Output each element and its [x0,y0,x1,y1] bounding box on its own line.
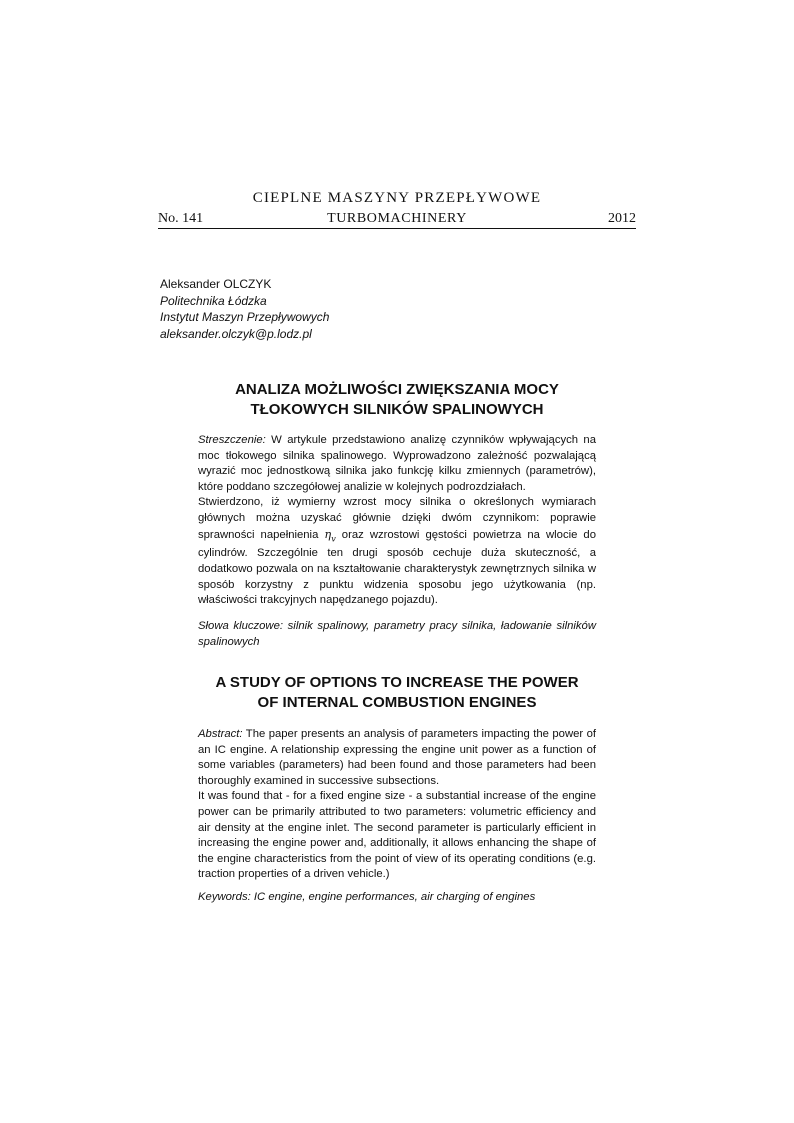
issue-number: No. 141 [158,211,204,226]
header-rule [158,228,636,229]
abstract-polish-label: Streszczenie: [198,434,266,446]
title-english-line1: A STUDY OF OPTIONS TO INCREASE THE POWER [215,674,579,691]
abstract-polish-paragraph-1 [198,433,596,495]
abstract-polish-text-1: W artykule przedstawiono analizę czynników wpływających na moc tłokowego silnika spalinowego. Wyprowadzono zależność pozwalającą wyrazić moc jednostkową silnika jako funkcję kilku zmiennych (parametrów), które poddano szczegółowej analizie w kolejnych podrozdziałach. [198,434,596,493]
abstract-english [198,727,596,883]
keywords-polish: Słowa kluczowe: silnik spalinowy, parametry pracy silnika, ładowanie silników spalinowych [198,620,596,648]
title-polish-line1: ANALIZA MOŻLIWOŚCI ZWIĘKSZANIA MOCY [235,381,559,398]
abstract-polish [198,433,596,609]
author-institute: Instytut Maszyn Przepływowych [160,310,330,324]
abstract-polish-text-2b: oraz wzrostowi gęstości powietrza na wlocie do cylindrów. Szczególnie ten drugi sposób cechuje duża skuteczność, a dodatkowo pozwala on na kształtowanie charakterystyk zewnętrznych silnika w sposób korzystny z punktu widzenia sposobu jego użytkowania (np. właściwości trakcyjnych napędzanego pojazdu). [198,528,597,607]
author-name: Aleksander OLCZYK [160,277,272,291]
author-block [160,276,329,342]
author-affiliation: Politechnika Łódzka [160,293,267,308]
abstract-polish-text-2a: Stwierdzono, iż wymierny wzrost mocy silnika o określonych wymiarach głównych można uzyskać głównie dzięki dwóm czynnikom: poprawie sprawności napełnienia [198,496,596,541]
title-english-line2: OF INTERNAL COMBUSTION ENGINES [257,694,537,711]
abstract-english-label: Abstract: [198,728,243,740]
title-polish [198,380,596,420]
abstract-english-text-1: The paper presents an analysis of parameters impacting the power of an IC engine. A relationship expressing the engine unit power as a function of some variables (parameters) had been found and those parameters had been thoroughly examined in successive subsections. [198,728,596,787]
abstract-polish-paragraph-2 [198,495,596,608]
keywords-english: Keywords: IC engine, engine performances, air charging of engines [198,891,536,903]
eta-v-symbol: $\eta_v$ [324,527,336,543]
journal-subtitle: TURBOMACHINERY [327,211,467,226]
author-email[interactable]: aleksander.olczyk@p.lodz.pl [160,326,312,341]
title-polish-line2: TŁOKOWYCH SILNIKÓW SPALINOWYCH [250,401,544,418]
journal-title: CIEPLNE MASZYNY PRZEPŁYWOWE [252,190,542,206]
abstract-english-paragraph-2: It was found that - for a fixed engine size - a substantial increase of the engine power can be primarily attributed to two parameters: volumetric efficiency and air density at the engine inlet. The second parameter is particularly efficient in increasing the engine power and, additionally, it allows enhancing the shape of the engine characteristics from the point of view of its operating conditions (e.g. traction properties of a driven vehicle.) [198,790,596,881]
issue-year: 2012 [608,211,636,226]
abstract-english-paragraph-1 [198,727,596,789]
title-english [198,673,596,713]
